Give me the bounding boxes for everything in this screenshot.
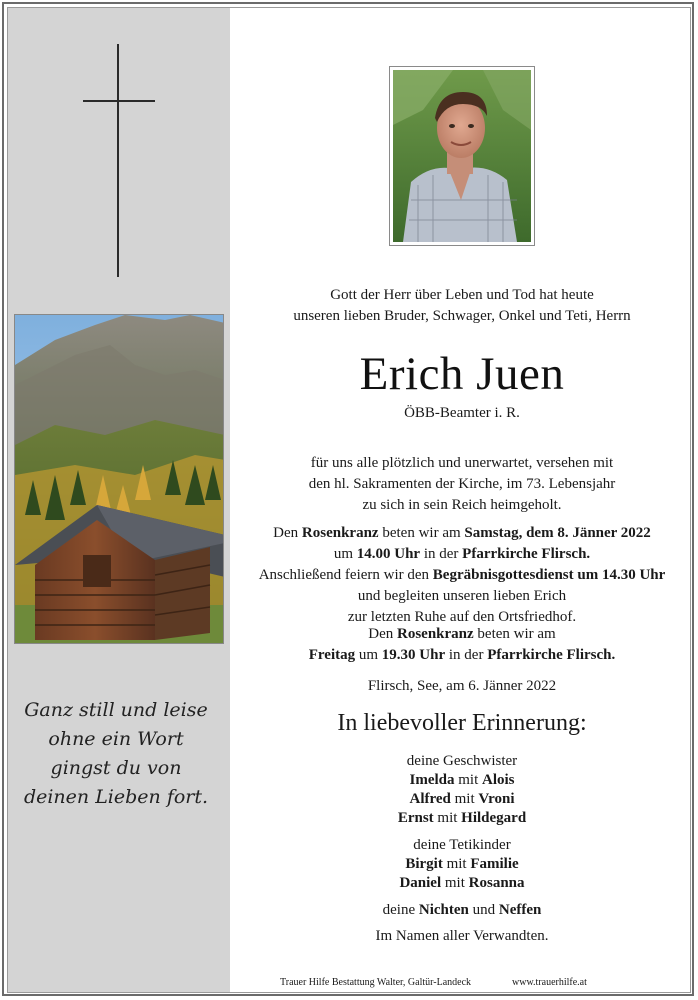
footer-website-link[interactable]: www.trauerhilfe.at xyxy=(512,977,587,988)
sibling-entry: Imelda mit Alois xyxy=(409,772,515,788)
deceased-title: ÖBB-Beamter i. R. xyxy=(404,405,520,421)
family-list xyxy=(234,752,690,920)
deceased-name: Erich Juen xyxy=(359,348,565,400)
place-date: Flirsch, See, am 6. Jänner 2022 xyxy=(367,678,557,694)
service-line-3: Anschließend feiern wir den Begräbnisgottesdienst um 14.30 Uhr xyxy=(258,567,666,583)
sibling-entry: Alfred mit Vroni xyxy=(409,791,515,807)
portrait-photo xyxy=(393,70,531,242)
service-line-2: um 14.00 Uhr in der Pfarrkirche Flirsch. xyxy=(333,546,591,562)
poem-line-4: deinen Lieben fort. xyxy=(23,786,209,808)
intro-line-2: unseren lieben Bruder, Schwager, Onkel und Teti, Herrn xyxy=(293,308,631,324)
nieces-nephews-entry: deine Nichten und Neffen xyxy=(382,902,542,918)
rosary-line-1: Den Rosenkranz beten wir am xyxy=(368,626,556,642)
sibling-entry: Ernst mit Hildegard xyxy=(397,810,527,826)
poem-line-1: Ganz still und leise xyxy=(24,699,208,721)
godchild-entry: Daniel mit Rosanna xyxy=(399,875,525,891)
memory-heading: In liebevoller Erinnerung: xyxy=(337,710,587,736)
service-line-5: zur letzten Ruhe auf den Ortsfriedhof. xyxy=(347,609,577,625)
closing-text: Im Namen aller Verwandten. xyxy=(375,928,549,944)
service-line-1: Den Rosenkranz beten wir am Samstag, dem 8. Jänner 2022 xyxy=(273,525,651,541)
godchildren-label: deine Tetikinder xyxy=(413,837,511,853)
rosary-line-2: Freitag um 19.30 Uhr in der Pfarrkirche Flirsch. xyxy=(308,647,616,663)
intro-text xyxy=(234,285,690,327)
poem xyxy=(12,696,220,812)
godchild-entry: Birgit mit Familie xyxy=(405,856,519,872)
poem-line-2: ohne ein Wort xyxy=(48,728,184,750)
intro-line-1: Gott der Herr über Leben und Tod hat heute xyxy=(330,287,594,303)
portrait-photo-frame xyxy=(389,66,535,246)
funeral-service-text xyxy=(234,523,690,628)
body-line-3: zu sich in sein Reich heimgeholt. xyxy=(362,497,562,513)
poem-line-3: gingst du von xyxy=(50,757,182,779)
service-line-4: und begleiten unseren lieben Erich xyxy=(357,588,567,604)
mountain-hut-image xyxy=(14,314,224,644)
body-text xyxy=(234,453,690,516)
rosary-text xyxy=(234,624,690,666)
siblings-label: deine Geschwister xyxy=(406,753,518,769)
body-line-2: den hl. Sakramenten der Kirche, im 73. Lebensjahr xyxy=(308,476,616,492)
body-line-1: für uns alle plötzlich und unerwartet, versehen mit xyxy=(310,455,614,471)
footer-funeral-home: Trauer Hilfe Bestattung Walter, Galtür-Landeck xyxy=(280,977,472,988)
